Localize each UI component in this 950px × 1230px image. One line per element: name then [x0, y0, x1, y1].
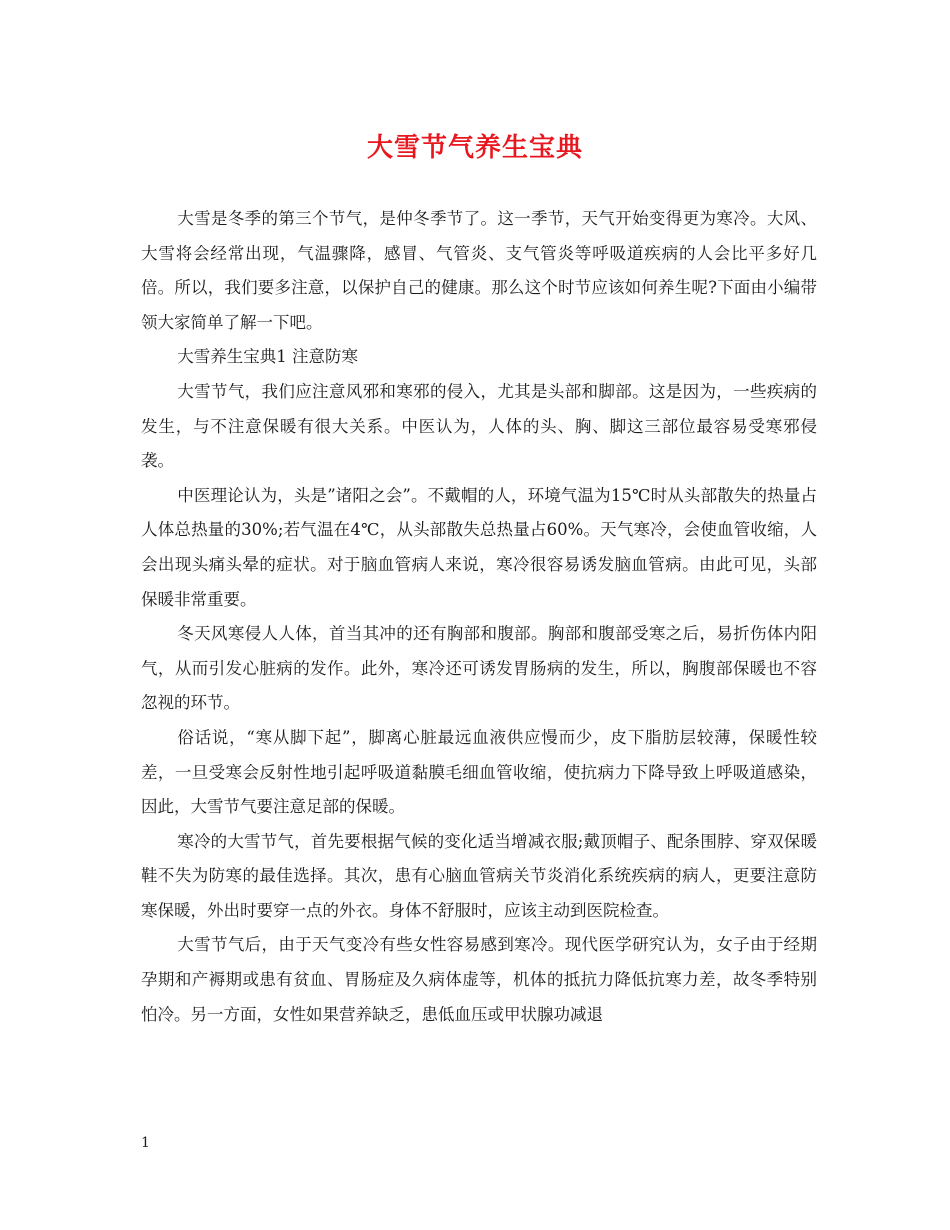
paragraph-intro: 大雪是冬季的第三个节气，是仲冬季节了。这一季节，天气开始变得更为寒冷。大风、大雪将会经常出现，气温骤降，感冒、气管炎、支气管炎等呼吸道疾病的人会比平多好几倍。所以，我们要多注意，以保护自己的健康。那么这个时节应该如何养生呢?下面由小编带领大家简单了解一下吧。 — [141, 209, 817, 332]
paragraph: 中医理论认为，头是”诸阳之会”。不戴帽的人，环境气温为15℃时从头部散失的热量占人体总热量的30%;若气温在4℃，从头部散失总热量占60%。天气寒冷，会使血管收缩，人会出现头痛头晕的症状。对于脑血管病人来说，寒冷很容易诱发脑血管病。由此可见，头部保暖非常重要。 — [141, 485, 817, 609]
page-number: 1 — [141, 1135, 150, 1151]
document-title: 大雪节气养生宝典 — [366, 133, 583, 163]
paragraph: 大雪节气后，由于天气变冷有些女性容易感到寒冷。现代医学研究认为，女子由于经期孕期和产褥期或患有贫血、胃肠症及久病体虚等，机体的抵抗力降低抗寒力差，故冬季特别怕冷。另一方面，女性如果营养缺乏，患低血压或甲状腺功减退 — [141, 935, 817, 1024]
paragraph: 俗话说，“寒从脚下起”，脚离心脏最远血液供应慢而少，皮下脂肪层较薄，保暖性较差，一旦受寒会反射性地引起呼吸道黏膜毛细血管收缩，使抗病力下降导致上呼吸道感染，因此，大雪节气要注意足部的保暖。 — [141, 727, 817, 817]
paragraph: 冬天风寒侵人人体，首当其冲的还有胸部和腹部。胸部和腹部受寒之后，易折伤体内阳气，从而引发心脏病的发作。此外，寒冷还可诱发胃肠病的发生，所以，胸腹部保暖也不容忽视的环节。 — [141, 624, 817, 713]
document-body — [141, 202, 817, 1032]
paragraph: 大雪节气，我们应注意风邪和寒邪的侵入，尤其是头部和脚部。这是因为，一些疾病的发生，与不注意保暖有很大关系。中医认为，人体的头、胸、脚这三部位最容易受寒邪侵袭。 — [141, 381, 817, 471]
paragraph: 寒冷的大雪节气，首先要根据气候的变化适当增减衣服;戴顶帽子、配条围脖、穿双保暖鞋不失为防寒的最佳选择。其次，患有心脑血管病关节炎消化系统疾病的病人，更要注意防寒保暖，外出时要穿一点的外衣。身体不舒服时，应该主动到医院检查。 — [141, 831, 817, 920]
section-heading: 大雪养生宝典1 注意防寒 — [177, 347, 359, 367]
